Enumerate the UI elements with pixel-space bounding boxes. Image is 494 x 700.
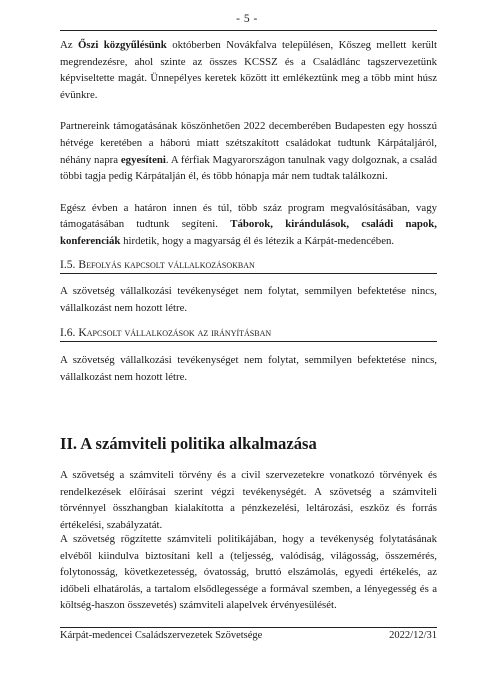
section-ii-paragraph-2: A szövetség rögzítette számviteli politikájában, hogy a tevékenység folytatásának elvéből kiindulva biztosítani kell a (teljesség, valódiság, világosság, összemérés, folytonosság, következetesség, óvatosság, bruttó elszámolás, egyedi értékelés, az időbeli elhatárolás, a tartalom elsődlegessége a formával szemben, a lényegesség és a költség-haszon összevetés) számviteli alapelvek érvényesülését. xyxy=(60,533,437,612)
emphasis-autumn-assembly: Őszi közgyűlésünk xyxy=(78,39,167,51)
header-rule xyxy=(60,30,437,31)
section-i5-text: A szövetség vállalkozási tevékenységet nem folytat, semmilyen befektetése nincs, vállalkozást nem hozott létre. xyxy=(60,285,437,314)
section-heading-i5: I.5. Befolyás kapcsolt vállalkozásokban xyxy=(60,258,437,274)
section-i6-text: A szövetség vállalkozási tevékenységet nem folytat, semmilyen befektetése nincs, vállalkozást nem hozott létre. xyxy=(60,354,437,383)
footer-date: 2022/12/31 xyxy=(389,630,437,641)
paragraph-programs: Egész évben a határon innen és túl, több száz program megvalósításában, vagy támogatásában tudtunk segíteni. Táborok, kirándulások, családi napok, konferenciák hirdetik, hogy a magyarság él és létezik a Kárpát-medencében. xyxy=(60,201,437,247)
section-heading-i6: I.6. Kapcsolt vállalkozások az irányításban xyxy=(60,326,437,342)
section-ii-paragraph-1: A szövetség a számviteli törvény és a civil szervezetekre vonatkozó törvények és rendelkezések előírásai szerint végzi tevékenységét. A szövetség a számviteli törvénnyel összhangban kialakította a pénzkezelési, leltározási, eszköz és forrás értékelési, szabályzatát. xyxy=(60,469,437,531)
footer-organization: Kárpát-medencei Családszervezetek Szövetsége xyxy=(60,630,263,641)
intro-paragraphs xyxy=(60,37,437,250)
paragraph-family-reunion: Partnereink támogatásának köszönhetően 2022 decemberében Budapesten egy hosszú hétvége keretében a háború miatt szétszakított családokat tudtunk Kárpátaljáról, néhány napra egyesíteni. A férfiak Magyarországon tanulnak vagy dolgoznak, a család többi tagja pedig Kárpátalján él, és több hónapja már nem tudtak találkozni. xyxy=(60,120,438,183)
page-number: - 5 - xyxy=(236,13,258,25)
footer-rule xyxy=(60,627,437,628)
paragraph-autumn-assembly: Az Őszi közgyűlésünk októberben Novákfalva településen, Kőszeg mellett került megrendezésre, ahol szinte az összes KCSSZ és a Családlánc tagszervezetünk képviseltette magát. Ünnepélyes keretek között itt emlékeztünk meg a több mint húsz évünkre. xyxy=(60,39,437,101)
emphasis-programs: Táborok, kirándulások, családi napok, konferenciák xyxy=(60,218,437,247)
emphasis-reunite: egyesíteni xyxy=(120,153,166,166)
chapter-heading-ii: II. A számviteli politika alkalmazása xyxy=(60,434,317,453)
